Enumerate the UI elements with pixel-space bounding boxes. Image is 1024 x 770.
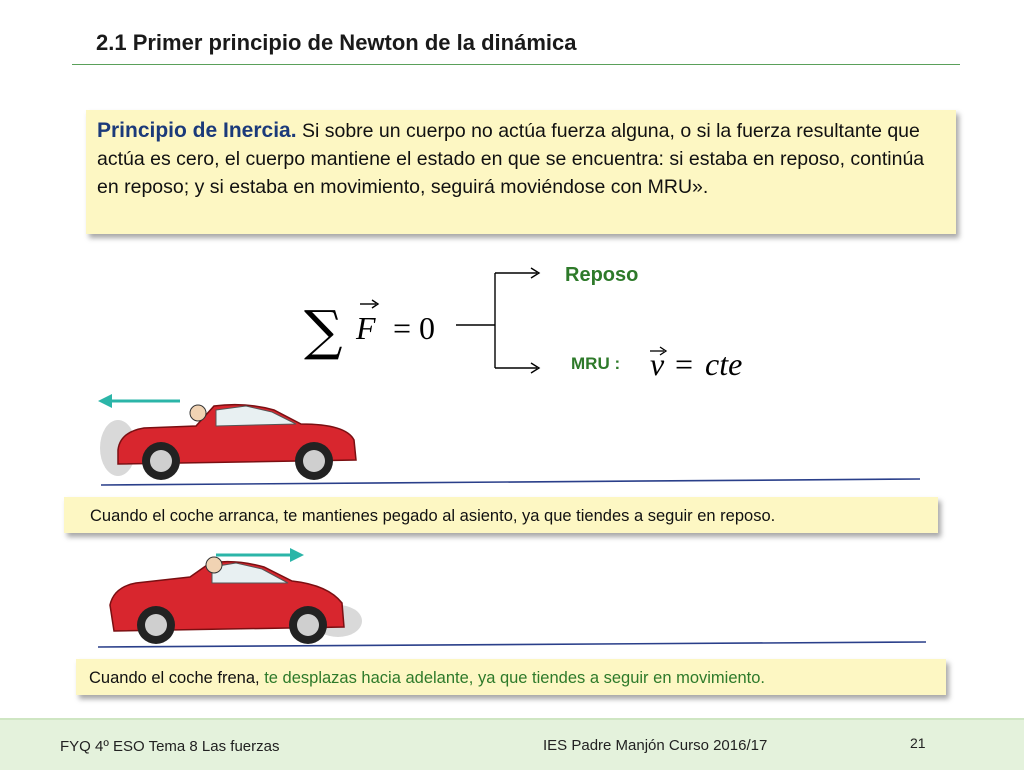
- reposo-label: Reposo: [565, 264, 639, 286]
- net-force-diagram: [290, 255, 770, 380]
- branch-connector: [456, 268, 539, 373]
- braking-caption-highlight: te desplazas hacia adelante, ya que tiendes a seguir en movimiento.: [264, 669, 766, 687]
- inertia-body: Si sobre un cuerpo no actúa fuerza alguna, o si la fuerza resultante que actúa es cero, el cuerpo mantiene el estado en que se encuentra: si estaba en reposo, continúa en reposo; y si estaba en movimiento, seguirá moviéndose con MRU».: [97, 120, 925, 198]
- title-divider: [72, 64, 960, 65]
- car-braking-illustration: [96, 543, 928, 653]
- equals-zero: = 0: [393, 310, 436, 346]
- braking-caption: [89, 669, 765, 688]
- accelerating-caption: Cuando el coche arranca, te mantienes pegado al asiento, ya que tiendes a seguir en reposo.: [90, 507, 776, 525]
- footer-course-info: FYQ 4º ESO Tema 8 Las fuerzas: [60, 738, 280, 755]
- motion-arrow-left: [98, 394, 180, 408]
- sum-symbol: ∑: [304, 299, 343, 362]
- mru-label: MRU :: [571, 354, 621, 373]
- road-line: [101, 479, 920, 485]
- driver-head: [206, 557, 222, 573]
- braking-caption-prefix: Cuando el coche frena,: [89, 669, 265, 687]
- force-symbol: F: [356, 310, 376, 346]
- inertia-principle-text: [97, 117, 947, 201]
- velocity-equals: =: [675, 346, 694, 380]
- car-accelerating-illustration: [96, 388, 926, 488]
- velocity-constant: cte: [705, 346, 743, 380]
- driver-head: [190, 405, 206, 421]
- inertia-heading: Principio de Inercia.: [97, 119, 297, 142]
- slide-title: 2.1 Primer principio de Newton de la dinámica: [96, 30, 577, 55]
- road-line: [98, 642, 926, 647]
- page-number: 21: [910, 735, 926, 751]
- footer-school-info: IES Padre Manjón Curso 2016/17: [543, 737, 768, 754]
- velocity-symbol: v: [650, 346, 665, 380]
- force-vector-arrow: [360, 300, 378, 308]
- motion-arrow-right: [216, 548, 304, 562]
